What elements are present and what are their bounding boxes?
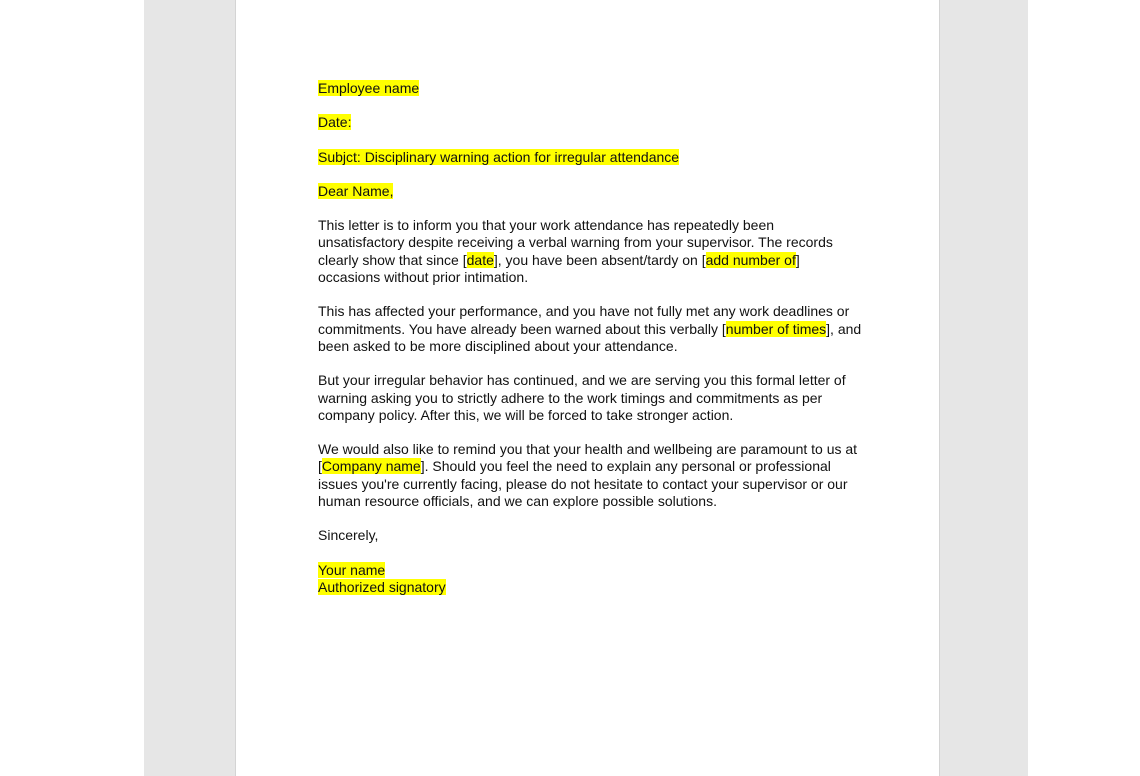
paragraph-3-line-1: But your irregular behavior has continued, and we are serving you this formal letter of [318, 372, 846, 389]
paragraph-1-line-1: This letter is to inform you that your work attendance has repeatedly been [318, 217, 775, 234]
paragraph-4-line-4: human resource officials, and we can explore possible solutions. [318, 493, 717, 510]
paragraph-1-line-3 [318, 252, 878, 269]
paragraph-2 [318, 303, 878, 355]
signature-name-line [318, 562, 878, 579]
text-segment: ]. Should you feel the need to explain any personal or professional [420, 458, 831, 475]
greeting-line [318, 183, 878, 200]
letter-body [318, 80, 878, 613]
greeting-placeholder: Dear Name, [318, 182, 394, 199]
signature-title-line [318, 579, 878, 596]
paragraph-4-line-3: issues you're currently facing, please do not hesitate to contact your supervisor or our [318, 475, 848, 492]
paragraph-4 [318, 441, 878, 510]
paragraph-2-line-3: been asked to be more disciplined about your attendance. [318, 337, 678, 354]
date-placeholder: Date: [318, 114, 352, 131]
text-segment: commitments. You have already been warned about this verbally [ [318, 320, 726, 337]
subject-line [318, 149, 878, 166]
number-field-placeholder: add number of [705, 251, 796, 268]
employee-name-line [318, 80, 878, 97]
date-line [318, 114, 878, 131]
text-segment: [ [318, 458, 322, 475]
paragraph-3-line-2: warning asking you to strictly adhere to the work timings and commitments as per [318, 389, 823, 406]
employee-name-placeholder: Employee name [318, 80, 420, 96]
times-field-placeholder: number of times [725, 320, 827, 337]
paragraph-3-line-3: company policy. After this, we will be forced to take stronger action. [318, 406, 734, 423]
text-segment: ] [795, 251, 800, 268]
paragraph-1 [318, 217, 878, 286]
paragraph-2-line-2 [318, 321, 878, 338]
date-field-placeholder: date [466, 251, 494, 268]
paragraph-4-line-1: We would also like to remind you that your health and wellbeing are paramount to us at [318, 441, 858, 458]
closing-text: Sincerely, [318, 527, 379, 544]
paragraph-3 [318, 372, 878, 424]
text-segment: ], you have been absent/tardy on [ [493, 251, 706, 268]
subject-placeholder: Subjct: Disciplinary warning action for irregular attendance [318, 148, 680, 165]
paragraph-4-line-2 [318, 458, 878, 475]
paragraph-1-line-2: unsatisfactory despite receiving a verbal warning from your supervisor. The records [318, 234, 833, 251]
signature-block [318, 562, 878, 597]
company-field-placeholder: Company name [321, 458, 421, 475]
text-segment: clearly show that since [ [318, 251, 467, 268]
text-segment: ], and [826, 320, 862, 337]
signature-title-placeholder: Authorized signatory [318, 578, 446, 595]
signature-name-placeholder: Your name [318, 561, 386, 578]
closing-line [318, 527, 878, 544]
paragraph-2-line-1: This has affected your performance, and you have not fully met any work deadlines or [318, 303, 850, 320]
paragraph-1-line-4: occasions without prior intimation. [318, 269, 529, 286]
